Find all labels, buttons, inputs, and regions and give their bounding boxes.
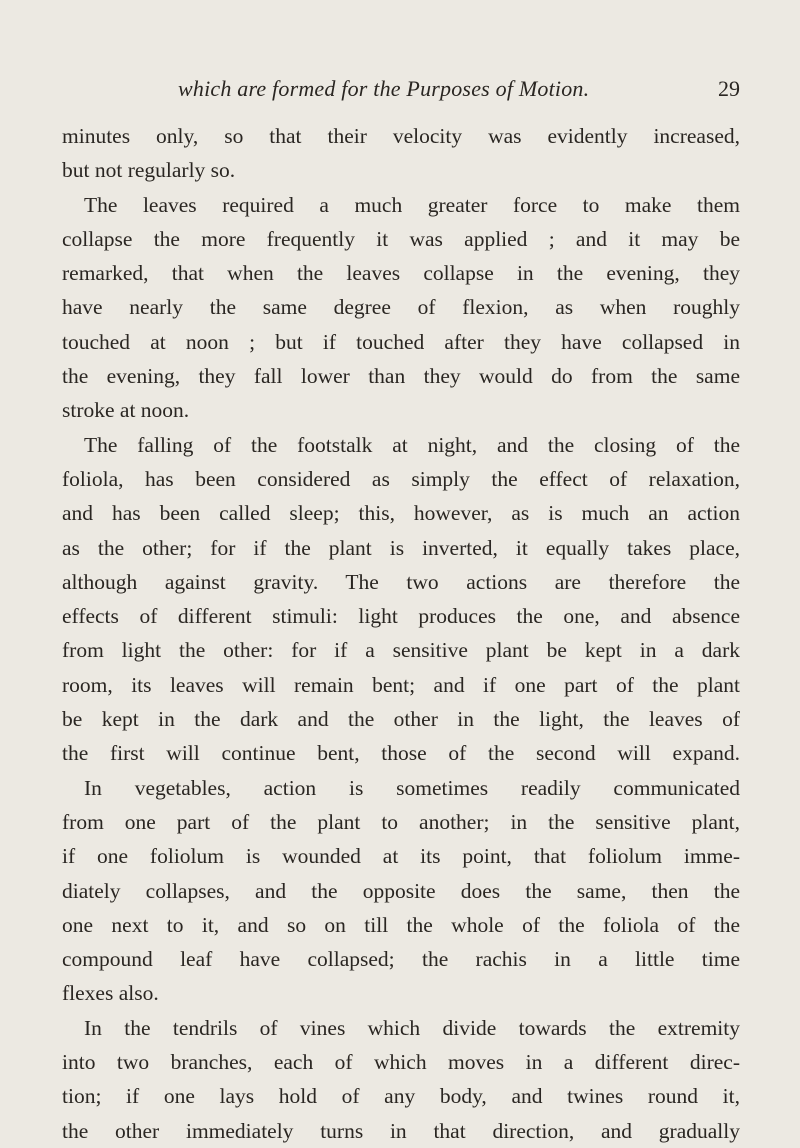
text-line: remarked, that when the leaves collapse in the evening, they (62, 261, 740, 286)
text-line: In the tendrils of vines which divide towards the extremity (84, 1015, 740, 1040)
text-line: one next to it, and so on till the whole of the foliola of the (62, 912, 740, 937)
text-line: foliola, has been considered as simply the effect of relaxation, (62, 466, 740, 491)
text-line: In vegetables, action is sometimes readily communicated (84, 775, 740, 800)
text-line: into two branches, each of which moves in a different direc- (62, 1050, 740, 1075)
text-line: the first will continue bent, those of the second will expand. (62, 741, 740, 766)
text-line: room, its leaves will remain bent; and if one part of the plant (62, 672, 740, 697)
body-text (62, 119, 740, 1148)
text-line: the evening, they fall lower than they would do from the same (62, 364, 740, 389)
text-line: the other immediately turns in that direction, and gradually (62, 1118, 740, 1143)
text-line: if one foliolum is wounded at its point, that foliolum imme- (62, 844, 740, 869)
text-line: flexes also. (62, 981, 159, 1006)
text-line: The leaves required a much greater force to make them (84, 192, 740, 217)
running-title: which are formed for the Purposes of Motion. (178, 76, 590, 101)
text-line: touched at noon ; but if touched after they have collapsed in (62, 329, 740, 354)
text-line: as the other; for if the plant is inverted, it equally takes place, (62, 535, 740, 560)
text-line: from light the other: for if a sensitive plant be kept in a dark (62, 638, 740, 663)
page-number: 29 (718, 76, 740, 101)
text-line: from one part of the plant to another; in the sensitive plant, (62, 809, 740, 834)
text-line: diately collapses, and the opposite does the same, then the (62, 878, 740, 903)
text-line: effects of different stimuli: light produces the one, and absence (62, 604, 740, 629)
text-line: compound leaf have collapsed; the rachis in a little time (62, 947, 740, 972)
text-line: but not regularly so. (62, 158, 236, 183)
text-line: tion; if one lays hold of any body, and twines round it, (62, 1084, 740, 1109)
text-line: and has been called sleep; this, however, as is much an action (62, 501, 740, 526)
text-line: stroke at noon. (62, 398, 190, 423)
text-line: The falling of the footstalk at night, and the closing of the (84, 432, 740, 457)
running-head (60, 76, 740, 108)
text-line: although against gravity. The two actions are therefore the (62, 569, 740, 594)
text-line: collapse the more frequently it was applied ; and it may be (62, 226, 740, 251)
text-line: be kept in the dark and the other in the light, the leaves of (62, 707, 740, 732)
text-line: have nearly the same degree of flexion, as when roughly (62, 295, 740, 320)
text-line: minutes only, so that their velocity was evidently increased, (62, 124, 740, 148)
